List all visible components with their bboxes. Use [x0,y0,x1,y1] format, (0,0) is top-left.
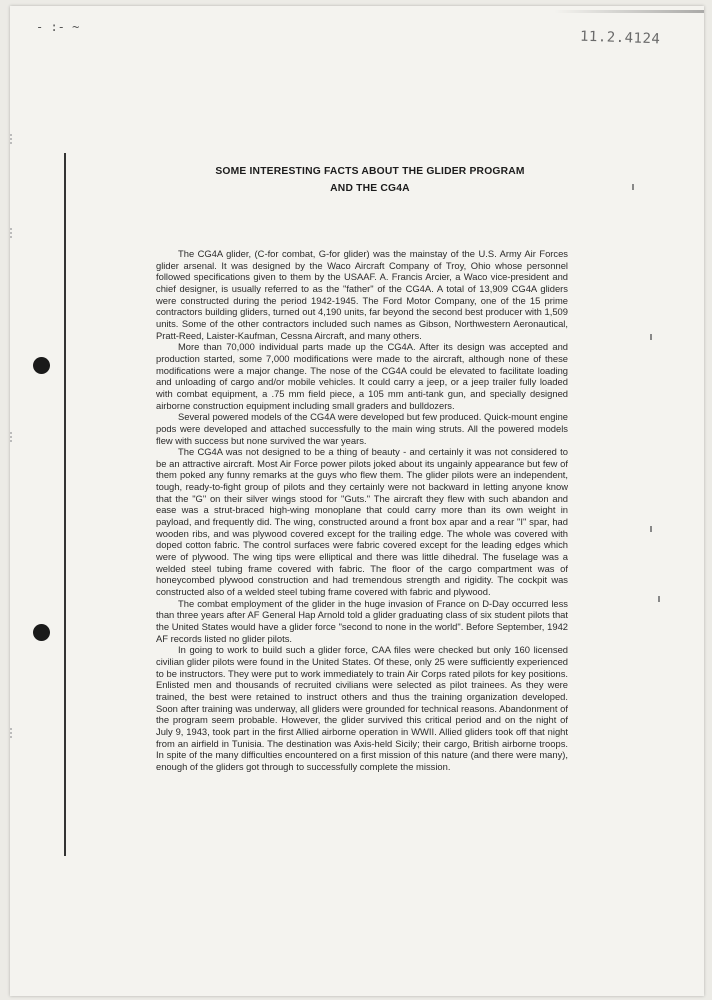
body-text [156,248,568,773]
edge-speck [10,432,20,442]
title-line-2: AND THE CG4A [330,183,410,194]
paragraph: More than 70,000 individual parts made up the CG4A. After its design was accepted and production started, some 7,000 modifications were made to the aircraft, although none of these modifications were a major change. The nose of the CG4A could be elevated to facilitate loading and unloading of cargo and/or mobile vehicles. It could carry a jeep, or a jeep trailer fully loaded with combat equipment, a .75 mm field piece, a 105 mm anti-tank gun, and specially designed airborne construction equipment including small graders and bulldozers. [156,341,568,411]
dust-speck [632,184,634,190]
handwritten-id: 11.2.4124 [579,28,661,48]
document-title [160,163,580,197]
punch-hole [33,357,50,374]
edge-speck [10,228,20,238]
edge-speck [10,728,20,738]
paragraph: In going to work to build such a glider force, CAA files were checked but only 160 licensed civilian glider pilots were found in the United States. Of these, only 25 were sufficiently experienced to be instructors. They were put to work immediately to train Air Corps rated pilots for key positions. Enlisted men and thousands of recruited civilians were selected as pilot trainees. As they were trained, the best were retained to instruct others and thus the training organization developed. Soon after training was underway, all gliders were grounded for technical reasons. Abandonment of the program seem probable. However, the glider survived this critical period and on the night of July 9, 1943, took part in the first Allied airborne operation in WWII. Allied gliders took off that night from an airfield in Tunisia. The destination was Axis-held Sicily; their cargo, British airborne troops. In spite of the many difficulties encountered on a first mission of this nature (and there were many), enough of the gliders got through to successfully complete the mission. [156,644,568,772]
title-line-1: SOME INTERESTING FACTS ABOUT THE GLIDER PROGRAM [215,166,525,177]
punch-hole [33,624,50,641]
paragraph: The combat employment of the glider in the huge invasion of France on D-Day occurred less than three years after AF General Hap Arnold told a glider graduating class of six student pilots that the United States would have a glider force "second to none in the world". Before September, 1942 AF records listed no glider pilots. [156,597,568,644]
paragraph: Several powered models of the CG4A were developed but few produced. Quick-mount engine pods were developed and attached successfully to the main wing struts. All the powered models flew with success but none survived the war years. [156,411,568,446]
dust-speck [650,334,652,340]
dust-speck [658,596,660,602]
paragraph: The CG4A glider, (C-for combat, G-for glider) was the mainstay of the U.S. Army Air Forces glider arsenal. It was designed by the Waco Aircraft Company of Troy, Ohio whose personnel followed specifications given to them by the USAAF. A. Francis Arcier, a Waco vice-president and chief designer, is usually referred to as the "father" of the CG4A. A total of 13,909 CG4A gliders were constructed during the period 1942-1945. The Ford Motor Company, one of the 15 prime contractors building gliders, turned out 4,190 units, far beyond the second best producer with 1,509 units. Some of the other contractors included such names as Gibson, Northwestern Aeronautical, Pratt-Reed, Laister-Kaufman, Cessna Aircraft, and many others. [156,248,568,341]
paragraph: The CG4A was not designed to be a thing of beauty - and certainly it was not considered to be an attractive aircraft. Most Air Force power pilots joked about its ungainly appearance but few of them poked any funny remarks at the guys who flew them. The glider pilots were an independent, tough, ready-to-fight group of pilots and they certainly were not backward in letting anyone know that the "G" on their silver wings stood for "Guts." The aircraft they flew with such abandon and ease was a strut-braced high-wing monoplane that could carry more than its own weight in payload, and frequently did. The wing, constructed around a front box apar and a rear "I" spar, had wooden ribs, and was plywood covered except for the trailing edge. The whole was covered with doped cotton fabric. The control surfaces were fabric covered except for the leading edges which were of plywood. The wing tips were elliptical and there was little dihedral. The fuselage was a welded steel tubing frame covered with fabric. The floor of the cargo compartment was of honeycombed plywood construction and had tremendous strength and rigidity. The cockpit was constructed also of a welded steel tubing frame covered with fabric and plywood. [156,446,568,598]
scan-edge-shadow [554,10,704,13]
edge-speck [10,134,20,144]
margin-line [64,153,66,856]
dust-speck [650,526,652,532]
document-page [10,6,704,996]
corner-marks: - :- ~ [36,20,80,34]
